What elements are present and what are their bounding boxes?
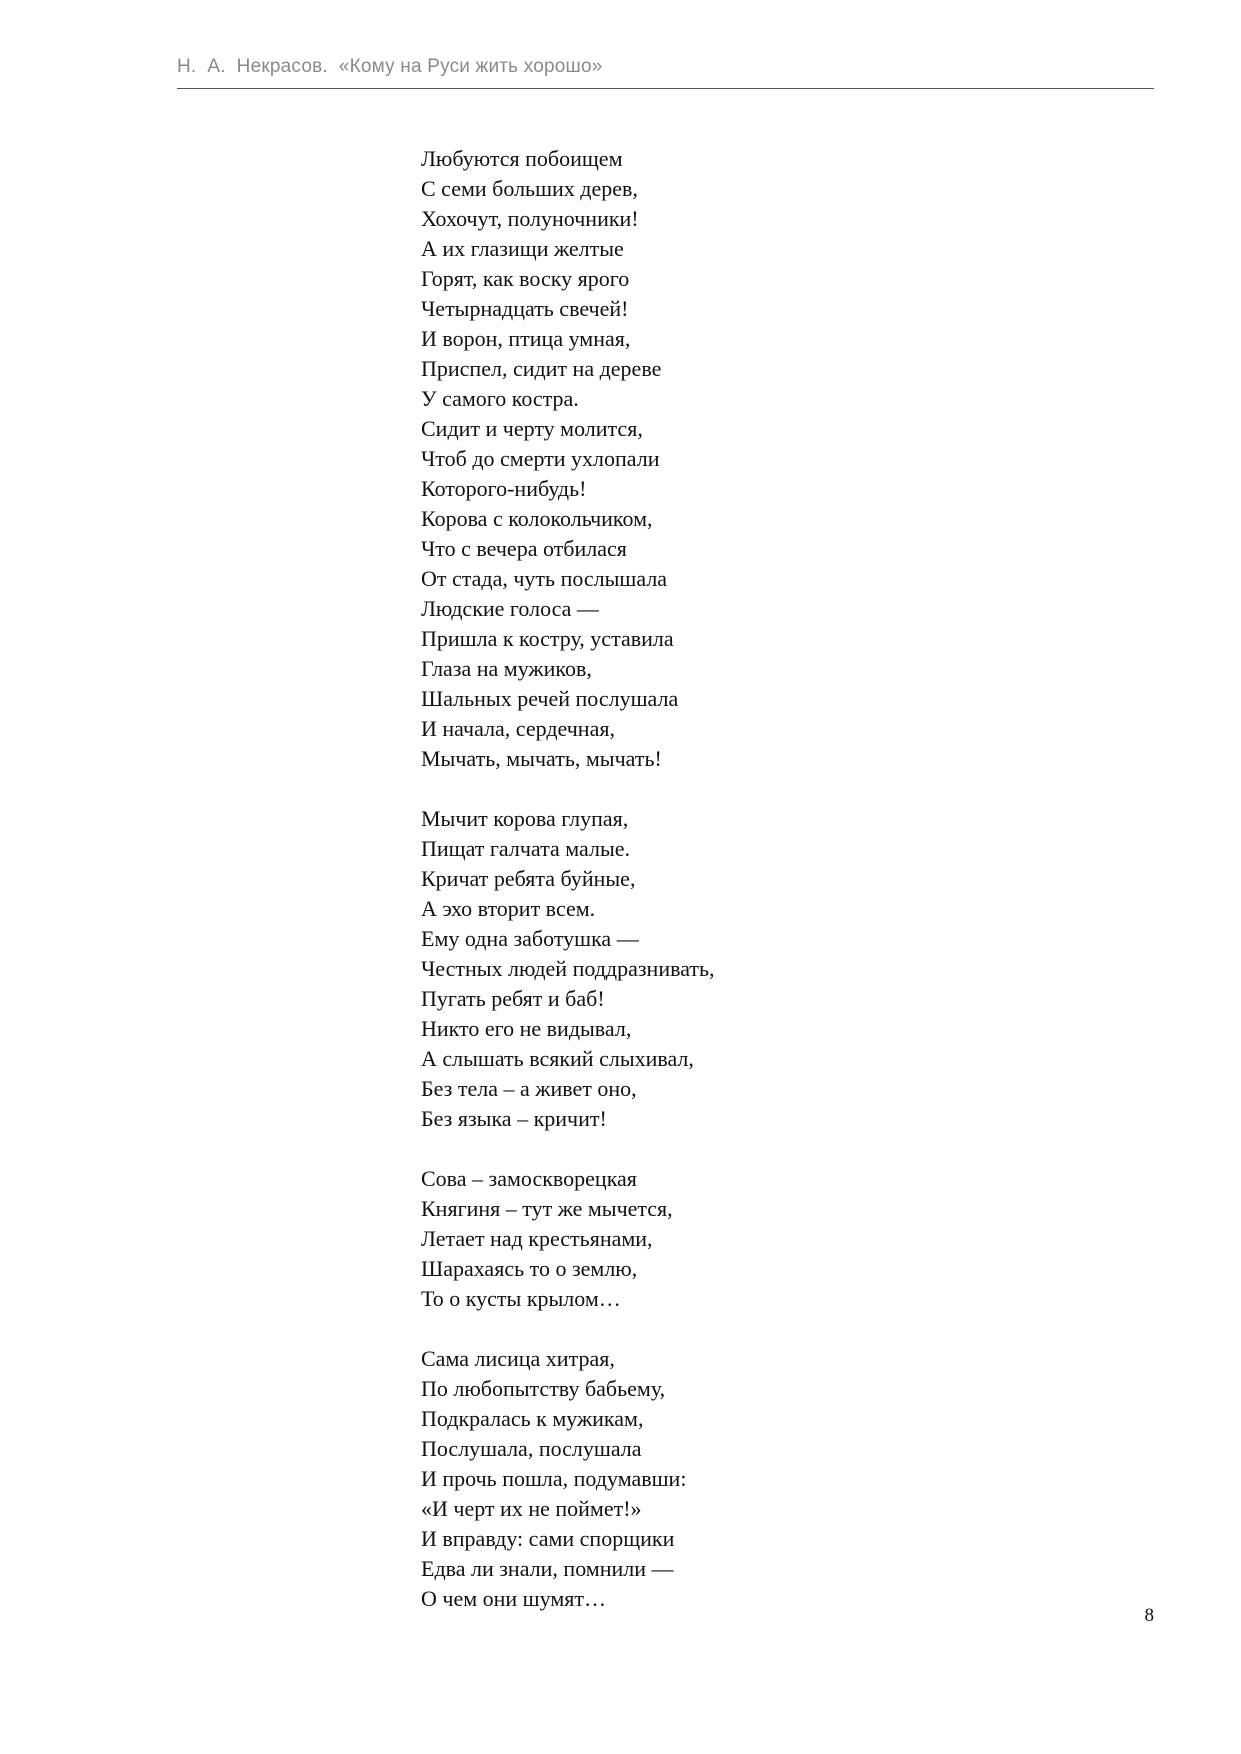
- running-header: Н. А. Некрасов. «Кому на Руси жить хорошо»: [177, 56, 603, 77]
- poem-line: Пищат галчата малые.: [421, 836, 631, 861]
- poem-line: Пугать ребят и баб!: [421, 986, 605, 1011]
- poem-line: Без тела – а живет оно,: [421, 1076, 637, 1101]
- poem-line: Подкралась к мужикам,: [421, 1406, 644, 1431]
- poem-line: Честных людей поддразнивать,: [421, 956, 715, 981]
- poem-line: Сама лисица хитрая,: [421, 1346, 615, 1371]
- poem-line: «И черт их не поймет!»: [421, 1496, 642, 1521]
- poem-line: По любопытству бабьему,: [421, 1376, 666, 1401]
- poem-stanza: [421, 804, 981, 1134]
- poem-line: И вправду: сами спорщики: [421, 1526, 675, 1551]
- poem-line: И ворон, птица умная,: [421, 326, 631, 351]
- poem-line: Шарахаясь то о землю,: [421, 1256, 638, 1281]
- poem-stanza: [421, 144, 981, 774]
- poem-line: Корова с колокольчиком,: [421, 506, 653, 531]
- poem-line: Глаза на мужиков,: [421, 656, 592, 681]
- poem-line: Что с вечера отбилася: [421, 536, 627, 561]
- poem-line: Кричат ребята буйные,: [421, 866, 636, 891]
- poem-line: А слышать всякий слыхивал,: [421, 1046, 694, 1071]
- poem-line: Приспел, сидит на дереве: [421, 356, 662, 381]
- poem-line: Княгиня – тут же мычется,: [421, 1196, 673, 1221]
- page-number: 8: [1144, 1605, 1154, 1626]
- poem-body: [421, 144, 981, 1614]
- poem-line: Чтоб до смерти ухлопали: [421, 446, 660, 471]
- poem-stanza: [421, 1344, 981, 1614]
- poem-line: И начала, сердечная,: [421, 716, 615, 741]
- poem-line: От стада, чуть послышала: [421, 566, 668, 591]
- poem-line: Летает над крестьянами,: [421, 1226, 653, 1251]
- poem-line: Пришла к костру, уставила: [421, 626, 674, 651]
- poem-stanza: [421, 1164, 981, 1314]
- poem-line: Сова – замоскворецкая: [421, 1166, 637, 1191]
- poem-line: Без языка – кричит!: [421, 1106, 607, 1131]
- poem-line: Мычать, мычать, мычать!: [421, 746, 662, 771]
- poem-line: О чем они шумят…: [421, 1586, 606, 1611]
- poem-line: И прочь пошла, подумавши:: [421, 1466, 687, 1491]
- poem-line: С семи больших дерев,: [421, 176, 638, 201]
- poem-line: Никто его не видывал,: [421, 1016, 632, 1041]
- poem-line: А эхо вторит всем.: [421, 896, 596, 921]
- poem-line: То о кусты крылом…: [421, 1286, 621, 1311]
- poem-line: Едва ли знали, помнили —: [421, 1556, 674, 1581]
- poem-line: Ему одна заботушка —: [421, 926, 639, 951]
- poem-line: Сидит и черту молится,: [421, 416, 643, 441]
- poem-line: Хохочут, полуночники!: [421, 206, 639, 231]
- poem-line: А их глазищи желтые: [421, 236, 624, 261]
- poem-line: У самого костра.: [421, 386, 579, 411]
- header-rule: [177, 88, 1154, 89]
- poem-line: Которого-нибудь!: [421, 476, 587, 501]
- poem-line: Любуются побоищем: [421, 146, 623, 171]
- poem-line: Людские голоса —: [421, 596, 599, 621]
- poem-line: Шальных речей послушала: [421, 686, 679, 711]
- poem-line: Горят, как воску ярого: [421, 266, 630, 291]
- poem-line: Мычит корова глупая,: [421, 806, 629, 831]
- poem-line: Четырнадцать свечей!: [421, 296, 629, 321]
- poem-line: Послушала, послушала: [421, 1436, 642, 1461]
